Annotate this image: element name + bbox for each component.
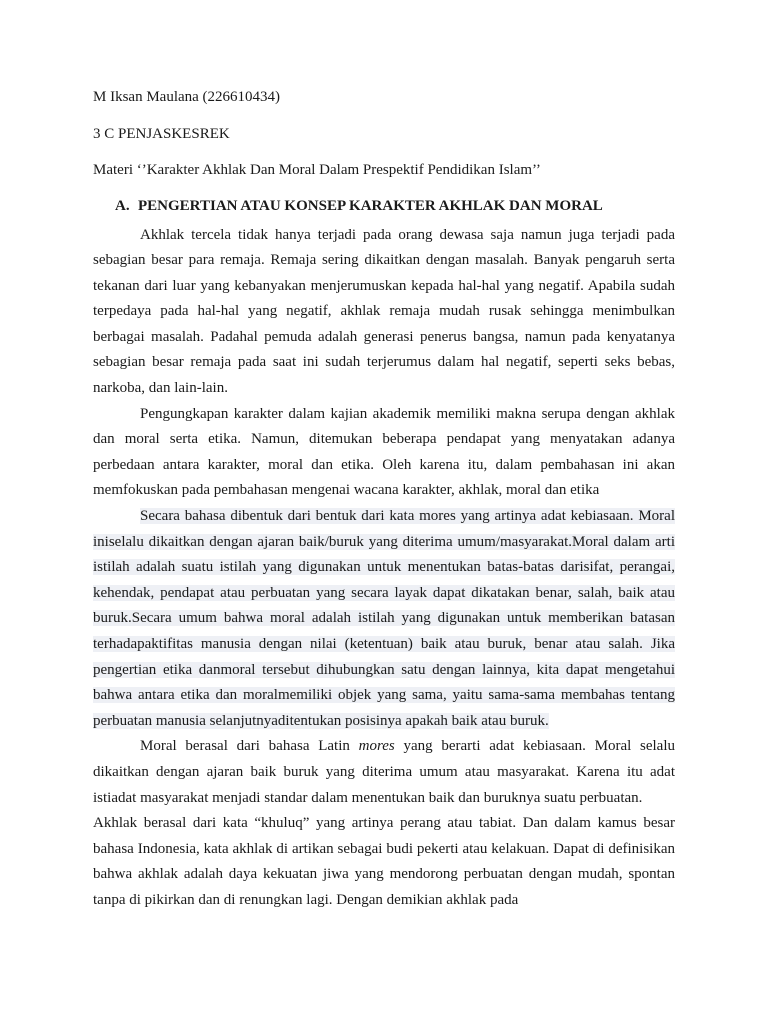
paragraph-1: Akhlak tercela tidak hanya terjadi pada orang dewasa saja namun juga terjadi pada sebagian besar para remaja. Remaja sering dikaitkan dengan masalah. Banyak pengaruh serta tekanan dari luar yang kebanyakan menjerumuskan kepada hal-hal yang negatif. Apabila sudah terpedaya pada hal-hal yang negatif, akhlak remaja mudah rusak sehingga menimbulkan berbagai masalah. Padahal pemuda adalah generasi penerus bangsa, namun pada kenyatanya sebagian besar remaja pada saat ini sudah terjerumus dalam hal negatif, seperti seks bebas, narkoba, dan lain-lain.	[93, 226, 675, 397]
author-name-line: M Iksan Maulana (226610434)	[93, 89, 281, 105]
paragraph-3-highlighted	[93, 504, 675, 734]
paragraph-4-end: yang berarti adat kebiasaan. Moral selalu dikaitkan dengan ajaran baik buruk yang diterima umum atau masyarakat. Karena itu adat istiadat masyarakat menjadi standar dalam menentukan baik dan buruknya suatu perbuatan.	[93, 738, 675, 806]
section-heading	[93, 195, 675, 217]
paragraph-5: Akhlak berasal dari kata “khuluq” yang artinya perang atau tabiat. Dan dalam kamus besar bahasa Indonesia, kata akhlak di artikan sebagai budi pekerti atau kelakuan. Dapat di definisikan bahwa akhlak adalah daya kekuatan jiwa yang mendorong perbuatan dengan mudah, spontan tanpa di pikirkan dan di renungkan lagi. Dengan demikian akhlak pada	[93, 815, 675, 908]
paragraph-4-italic-term: mores	[358, 738, 395, 755]
paragraph-2: Pengungkapan karakter dalam kajian akademik memiliki makna serupa dengan akhlak dan moral serta etika. Namun, ditemukan beberapa pendapat yang menyatakan adanya perbedaan antara karakter, moral dan etika. Oleh karena itu, dalam pembahasan ini akan memfokuskan pada pembahasan mengenai wacana karakter, akhlak, moral dan etika	[93, 405, 675, 499]
paragraph-4-start: Moral berasal dari bahasa Latin	[140, 738, 359, 755]
highlighted-text: Secara bahasa dibentuk dari bentuk dari kata mores yang artinya adat kebiasaan. Moral iniselalu dikaitkan dengan ajaran baik/buruk yang diterima umum/masyarakat.Moral dalam arti istilah adalah suatu istilah yang digunakan untuk menentukan batas-batas darisifat, perangai, kehendak, pendapat atau perbuatan yang secara layak dapat dikatakan benar, salah, baik atau buruk.Secara umum bahwa moral adalah istilah yang digunakan untuk memberikan batasan terhadapaktifitas manusia dengan nilai (ketentuan) baik atau buruk, benar atau salah. Jika pengertian etika danmoral tersebut dihubungkan satu dengan lainnya, kita dapat mengetahui bahwa antara etika dan moralmemiliki objek yang sama, yaitu sama-sama membahas tentang perbuatan manusia selanjutnyaditentukan posisinya apakah baik atau buruk.	[93, 508, 675, 729]
section-title: PENGERTIAN ATAU KONSEP KARAKTER AKHLAK DAN MORAL	[138, 197, 603, 214]
materi-line: Materi ‘’Karakter Akhlak Dan Moral Dalam Prespektif Pendidikan Islam’’	[93, 162, 541, 178]
section-number: A.	[115, 197, 130, 214]
document-page	[93, 86, 675, 914]
paragraph-4	[93, 734, 675, 811]
class-line: 3 C PENJASKESREK	[93, 125, 230, 142]
